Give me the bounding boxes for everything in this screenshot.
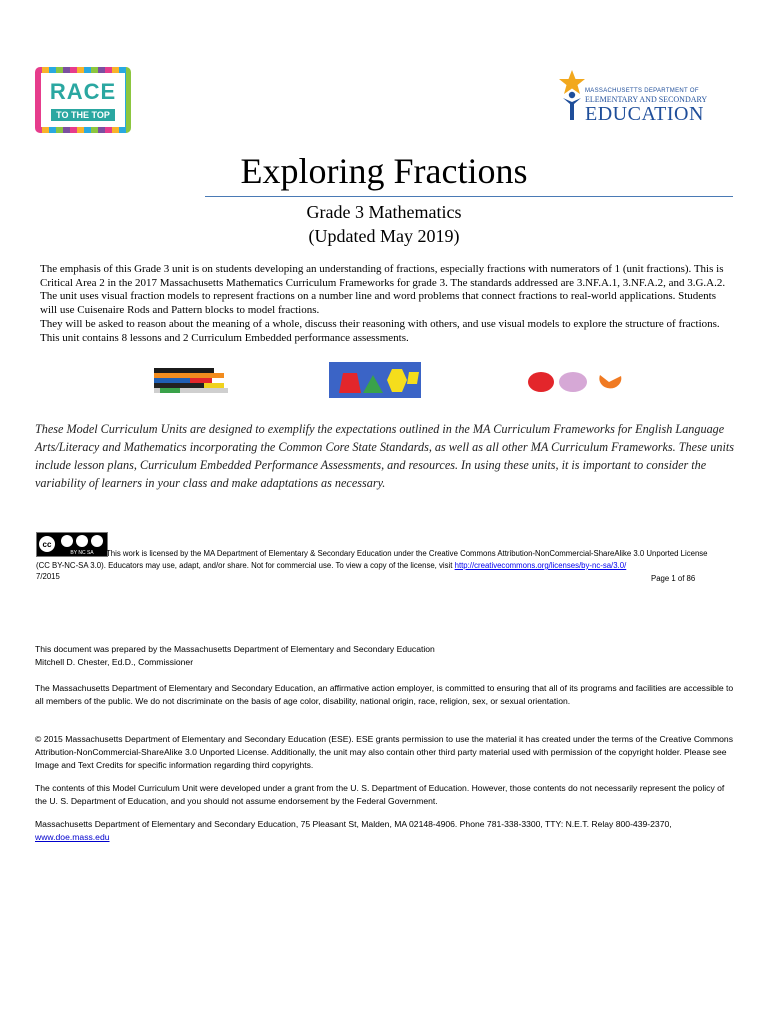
logo-race-text: RACE xyxy=(49,79,117,104)
cuisenaire-rods-image xyxy=(154,368,230,396)
prepared-by-line-2: Mitchell D. Chester, Ed.D., Commissioner xyxy=(35,657,194,667)
equal-opportunity-statement: The Massachusetts Department of Elementary and Secondary Education, an affirmative action employer, is committed to ensuring that all of its programs and facilities are accessible to all members of the public. We do not discriminate on the basis of age color, disability, national origin, race, religion, sex, or sexual orientation. xyxy=(35,683,734,706)
ese-logo-line1: MASSACHUSETTS DEPARTMENT OF xyxy=(585,88,699,94)
prepared-by xyxy=(35,643,735,669)
prepared-by-line-1: This document was prepared by the Massachusetts Department of Elementary and Secondary Education xyxy=(35,644,435,654)
logo-to-the-top-text: TO THE TOP xyxy=(51,109,115,121)
license-line-1: This work is licensed by the MA Department of Elementary & Secondary Education under the Creative Commons Attribution-NonCommercial-ShareAlike 3.0 Unported License xyxy=(106,549,708,558)
address-statement xyxy=(35,818,735,844)
summary-paragraph-2: They will be asked to reason about the meaning of a whole, discuss their reasoning with others, and use visual models to explore the structure of fractions. This unit contains 8 lessons and 2 Curriculum Embedded performance assessments. xyxy=(40,317,720,344)
subtitle xyxy=(0,200,768,248)
ese-logo-line3: EDUCATION xyxy=(585,103,704,125)
license-line-2: (CC BY-NC-SA 3.0). Educators may use, adapt, and/or share. Not for commercial use. To view a copy of the license, visit xyxy=(36,561,455,570)
website-link[interactable]: www.doe.mass.edu xyxy=(35,832,110,842)
cc-badge-text: cc xyxy=(42,540,52,549)
license-date: 7/2015 xyxy=(36,572,60,581)
title-divider xyxy=(205,196,733,197)
subtitle-updated: (Updated May 2019) xyxy=(308,226,460,246)
address-text: Massachusetts Department of Elementary and Secondary Education, 75 Pleasant St, Malden, MA 02148-4906. Phone 781-338-3300, TTY: N.E.T. Relay 800-439-2370, xyxy=(35,819,672,829)
pattern-blocks-image xyxy=(329,362,421,398)
page-number: Page 1 of 86 xyxy=(651,574,696,583)
ese-logo xyxy=(557,68,712,130)
summary-paragraph-1: The emphasis of this Grade 3 unit is on students developing an understanding of fractions, especially fractions with numerators of 1 (unit fractions). This is Critical Area 2 in the 2017 Massachusetts Mathematics Curriculum Frameworks for grade 3. The standards addressed are 3.NF.A.1, 3.NF.A.2, and 3.G.A.2. The unit uses visual fraction models to represent fractions on a number line and word problems that connect fractions to real-world applications. Students will use Cuisenaire Rods and Pattern blocks to model fractions. xyxy=(40,263,726,317)
grant-statement: The contents of this Model Curriculum Unit were developed under a grant from the U. S. Department of Education. However, those contents do not necessarily represent the policy of the U. S. Department of Education, and you should not assume endorsement by the Federal Government. xyxy=(35,783,725,806)
license-text xyxy=(36,548,736,572)
license-link[interactable]: http://creativecommons.org/licenses/by-nc-sa/3.0/ xyxy=(454,561,627,570)
unit-summary xyxy=(40,263,730,345)
race-to-the-top-logo xyxy=(35,67,131,133)
fraction-circles-image xyxy=(527,370,625,394)
copyright-statement: © 2015 Massachusetts Department of Elementary and Secondary Education (ESE). ESE grants permission to use the material it has created under the terms of the Creative Commons Attribution-NonCommercial-ShareAlike 3.0 Unported License. Additionally, the unit may also contain other third party material used with permission of the copyright holder. Please see Image and Text Credits for specific information regarding third copyrights. xyxy=(35,734,733,770)
model-curriculum-note: These Model Curriculum Units are designed to exemplify the expectations outlined in the MA Curriculum Frameworks for English Language Arts/Literacy and Mathematics incorporating the Common Core State Standards, as well as all other MA Curriculum Frameworks. These units include lesson plans, Curriculum Embedded Performance Assessments, and resources. In using these units, it is important to consider the variability of learners in your class and make adaptations as necessary. xyxy=(35,422,734,490)
page-title: Exploring Fractions xyxy=(240,151,528,191)
cc-badge-labels: BY NC SA xyxy=(70,550,94,556)
star-person-icon xyxy=(557,68,587,130)
subtitle-grade: Grade 3 Mathematics xyxy=(306,202,462,222)
ese-logo-line2: ELEMENTARY AND SECONDARY xyxy=(585,95,708,104)
